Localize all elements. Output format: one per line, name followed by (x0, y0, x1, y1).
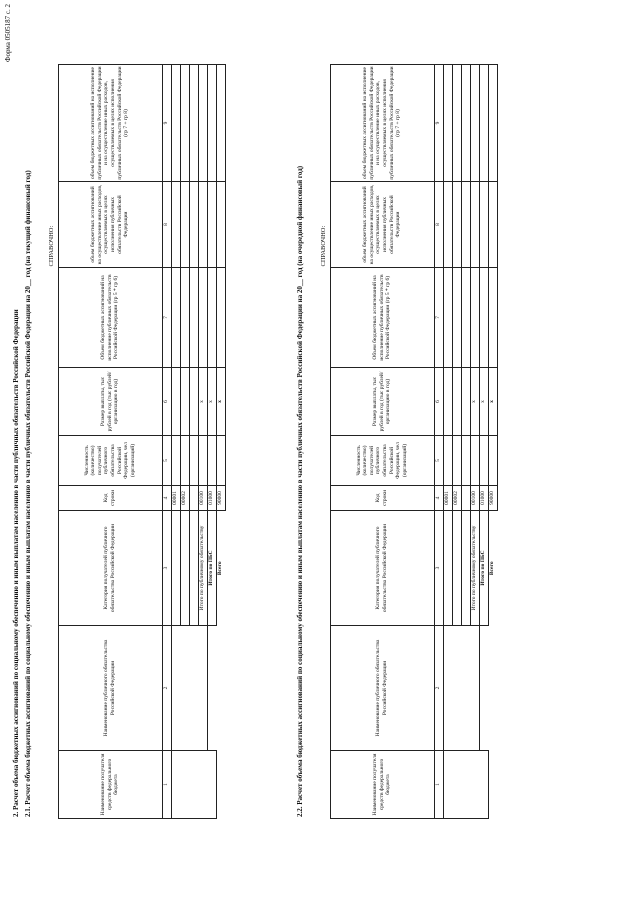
row-code: 00002 (452, 486, 461, 511)
cell-obligation[interactable] (443, 626, 479, 751)
header-col2: Наименование публичного обязательства Российской Федерации (330, 626, 434, 751)
header-col2: Наименование публичного обязательства Российской Федерации (58, 626, 162, 751)
colnum-1: 1 (162, 751, 171, 819)
header-col1: Наименование получателя средств федерального бюджета (58, 751, 162, 819)
colnum-2: 2 (162, 626, 171, 751)
vsego-code: 90000 (216, 486, 225, 511)
header-col1: Наименование получателя средств федерального бюджета (330, 751, 434, 819)
cell-recipient[interactable] (171, 751, 216, 819)
cell-category[interactable] (180, 511, 189, 626)
header-col7: Объем бюджетных ассигнований на исполнение публичных обязательств Российской Федерации (гр 5 * гр 6) (330, 268, 434, 368)
table-2-2 (320, 64, 498, 819)
header-col4: Код строки (58, 486, 162, 511)
header-col5: Численность (количество) получателей публичного обязательства Российской Федерации, чел (организаций) (58, 436, 162, 486)
header-col9: объем бюджетных ассигнований на исполнение публичных обязательств Российской Федерации и на осуществление иных расходов, осуществляемых в целях исполнения публичных обязательств Российской Федерации (гр 7 + гр 8) (58, 65, 162, 182)
x-mark: x (479, 368, 488, 436)
row-code: 00001 (171, 486, 180, 511)
colnum-9: 9 (434, 65, 443, 182)
row-code: 00001 (443, 486, 452, 511)
header-col8: объем бюджетных ассигнований на осуществление иных расходов, осуществляемых в целях исполнения публичных обязательств Российской Федерации (58, 182, 162, 268)
vsego-label: Всего (217, 561, 224, 576)
spravochno-label: СПРАВОЧНО: (48, 225, 56, 267)
header-col3: Категория получателей публичного обязательства Российской Федерации (330, 511, 434, 626)
itogo-pbs-label: Итого по ПБС (479, 511, 488, 626)
row-code: 00002 (180, 486, 189, 511)
vsego-label: Всего (489, 561, 496, 576)
header-col7: Объем бюджетных ассигнований на исполнение публичных обязательств Российской Федерации (гр 5 * гр 6) (58, 268, 162, 368)
calc-table-current-year (48, 64, 226, 819)
x-mark: x (488, 368, 497, 436)
colnum-5: 5 (162, 436, 171, 486)
x-mark: x (470, 368, 479, 436)
itogo-pbs-code: 01000 (479, 486, 488, 511)
colnum-8: 8 (434, 182, 443, 268)
header-col6: Размер выплаты, тыс рублей в год (тыс рублей/организацию в год) (330, 368, 434, 436)
colnum-9: 9 (162, 65, 171, 182)
itogo-obligation-code: 00100 (470, 486, 479, 511)
section-title: 2. Расчет объема бюджетных ассигнований по социальному обеспечению и иным выплатам населению в части публичных обязательств Российской Федерации (12, 309, 20, 817)
header-col6: Размер выплаты, тыс рублей в год (тыс рублей/организацию в год) (58, 368, 162, 436)
colnum-5: 5 (434, 436, 443, 486)
header-col9: объем бюджетных ассигнований на исполнение публичных обязательств Российской Федерации и на осуществление иных расходов, осуществляемых в целях исполнения публичных обязательств Российской Федерации (гр 7 + гр 8) (330, 65, 434, 182)
colnum-3: 3 (434, 511, 443, 626)
x-mark: x (207, 368, 216, 436)
colnum-7: 7 (162, 268, 171, 368)
s21-title: 2.1. Расчет объема бюджетных ассигнований по социальному обеспечению и иным выплатам населению в части публичных обязательств Российской Федерации на 20__ год (на текущий финансовый год) (24, 170, 32, 817)
header-col8: объем бюджетных ассигнований на осуществление иных расходов, осуществляемых в целях исполнения публичных обязательств Российской Федерации (330, 182, 434, 268)
cell-obligation[interactable] (171, 626, 207, 751)
cell-recipient[interactable] (443, 751, 488, 819)
colnum-1: 1 (434, 751, 443, 819)
s22-title: 2.2. Расчет объема бюджетных ассигнований по социальному обеспечению и иным выплатам населению в части публичных обязательств Российской Федерации на 20__ год (на очередной финансовый год) (296, 165, 304, 817)
spravochno-label: СПРАВОЧНО: (320, 225, 328, 267)
itogo-obligation-label: Итого по публичному обязательству (198, 511, 207, 626)
colnum-4: 4 (162, 486, 171, 511)
x-mark: x (216, 368, 225, 436)
colnum-3: 3 (162, 511, 171, 626)
itogo-obligation-code: 00100 (198, 486, 207, 511)
itogo-pbs-code: 01000 (207, 486, 216, 511)
form-code: Форма 0505187 с. 2 (4, 4, 12, 63)
table-2-1 (48, 64, 226, 819)
cell-category[interactable] (452, 511, 461, 626)
itogo-obligation-label: Итого по публичному обязательству (470, 511, 479, 626)
header-col4: Код строки (330, 486, 434, 511)
colnum-8: 8 (162, 182, 171, 268)
colnum-2: 2 (434, 626, 443, 751)
x-mark: x (198, 368, 207, 436)
cell-category[interactable] (443, 511, 452, 626)
itogo-pbs-label: Итого по ПБС (207, 511, 216, 626)
vsego-code: 90000 (488, 486, 497, 511)
header-col3: Категория получателей публичного обязательства Российской Федерации (58, 511, 162, 626)
colnum-6: 6 (162, 368, 171, 436)
colnum-7: 7 (434, 268, 443, 368)
colnum-4: 4 (434, 486, 443, 511)
colnum-6: 6 (434, 368, 443, 436)
header-col5: Численность (количество) получателей публичного обязательства Российской Федерации, чел (организаций) (330, 436, 434, 486)
calc-table-next-year (320, 64, 498, 819)
cell-category[interactable] (171, 511, 180, 626)
